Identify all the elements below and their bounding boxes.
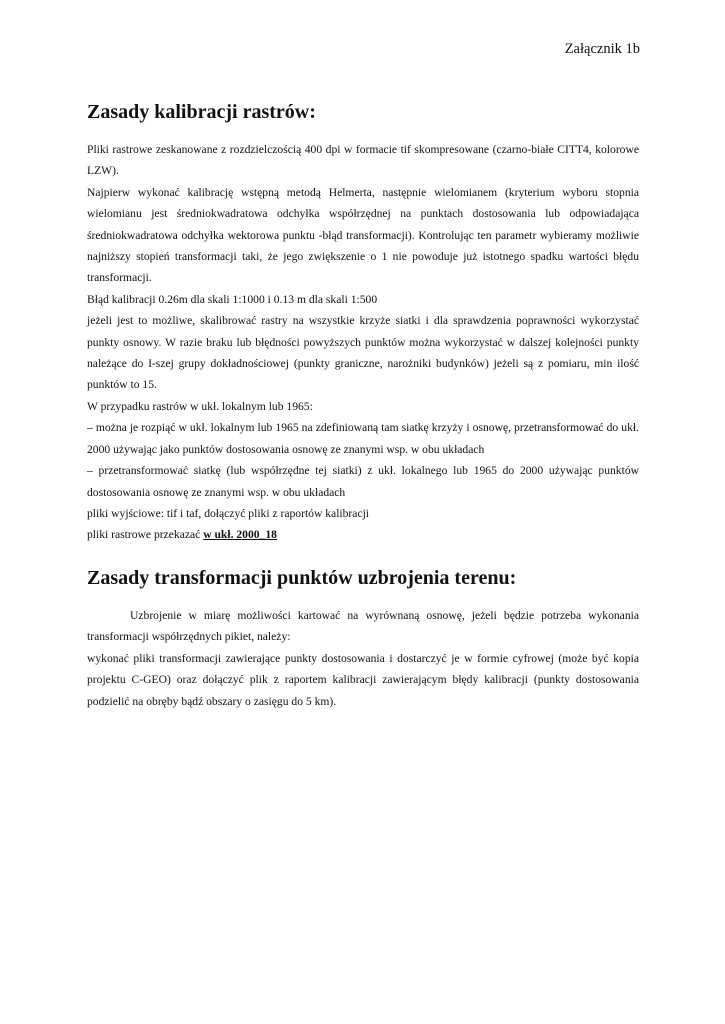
coordinate-system-emphasis: w ukł. 2000_18 xyxy=(203,528,277,542)
paragraph: – przetransformować siatkę (lub współrzędne tej siatki) z ukł. lokalnego lub 1965 do 2000 używając punktów dostosowania osnowę ze znanymi wsp. w obu układach xyxy=(87,464,639,499)
section-heading-raster-calibration: Zasady kalibracji rastrów: xyxy=(87,101,316,123)
final-prefix: pliki rastrowe przekazać xyxy=(87,528,204,542)
paragraph-final xyxy=(87,524,639,545)
paragraph: Najpierw wykonać kalibrację wstępną metodą Helmerta, następnie wielomianem (kryterium wyboru stopnia wielomianu jest średniokwadratowa odchyłka współrzędnej na punktach dostosowania lub odpowiadająca średniokwadratowa odchyłka wektorowa punktu -błąd transformacji). Kontrolując ten parametr wybieramy możliwie najniższy stopień transformacji taki, że jego zwiększenie o 1 nie powoduje już istotnego spadku wartości błędu transformacji. xyxy=(87,185,639,285)
paragraph: pliki wyjściowe: tif i taf, dołączyć pliki z raportów kalibracji xyxy=(87,506,370,520)
section-body-raster-calibration xyxy=(87,139,639,546)
section-body-utility-transformation xyxy=(87,605,639,712)
paragraph: – można je rozpiąć w ukł. lokalnym lub 1965 na zdefiniowaną tam siatkę krzyży i osnowę, przetransformować do ukł. 2000 używając jako punktów dostosowania osnowę ze znanymi wsp. w obu układach xyxy=(87,421,639,456)
section-heading-utility-transformation: Zasady transformacji punktów uzbrojenia terenu: xyxy=(87,567,517,589)
paragraph: W przypadku rastrów w ukł. lokalnym lub 1965: xyxy=(87,399,313,413)
annex-label: Załącznik 1b xyxy=(564,41,640,57)
paragraph: wykonać pliki transformacji zawierające punkty dostosowania i dostarczyć je w formie cyfrowej (może być kopia projektu C-GEO) oraz dołączyć plik z raportem kalibracji zawierającym błędy kalibracji (punkty dostosowania podzielić na obręby bądź obszary o zasięgu do 5 km). xyxy=(87,651,639,708)
paragraph: jeżeli jest to możliwe, skalibrować rastry na wszystkie krzyże siatki i dla sprawdzenia poprawności wykorzystać punkty osnowy. W razie braku lub błędności powyższych punktów można wykorzystać w dalszej kolejności punkty należące do I-szej grupy dokładnościowej (punkty graniczne, narożniki budynków) jeżeli są z pomiaru, min ilość punktów to 15. xyxy=(87,314,639,392)
paragraph: Pliki rastrowe zeskanowane z rozdzielczością 400 dpi w formacie tif skompresowane (czarno-białe CITT4, kolorowe LZW). xyxy=(87,143,639,178)
paragraph: Błąd kalibracji 0.26m dla skali 1:1000 i 0.13 m dla skali 1:500 xyxy=(87,292,378,306)
paragraph: Uzbrojenie w miarę możliwości kartować na wyrównaną osnowę, jeżeli będzie potrzeba wykonania transformacji współrzędnych pikiet, należy: xyxy=(87,609,639,644)
